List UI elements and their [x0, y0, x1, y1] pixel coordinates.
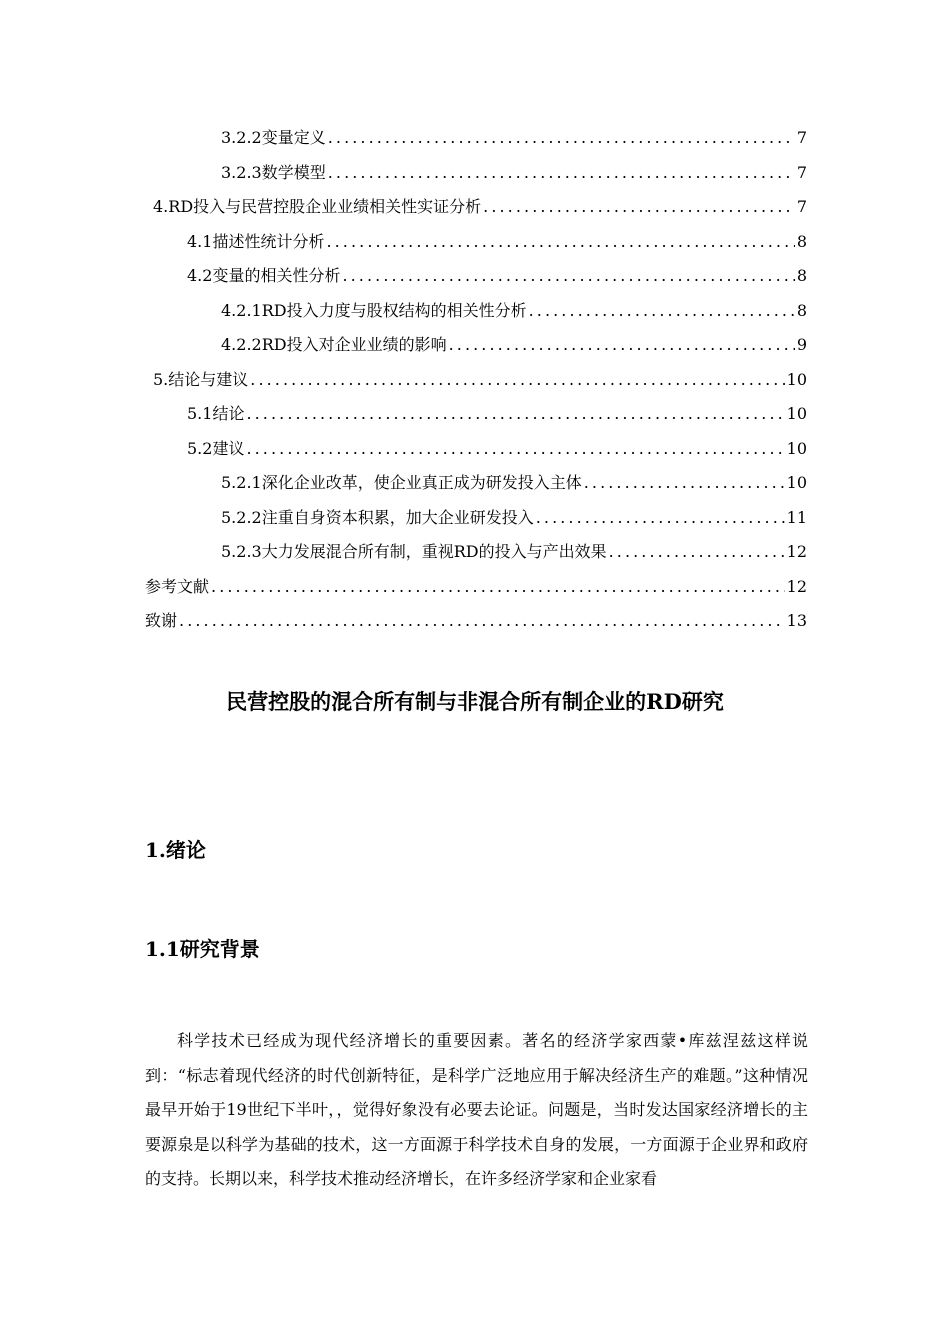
- toc-entry[interactable]: [221, 128, 807, 148]
- toc-entry-page: 12: [786, 542, 807, 561]
- toc-entry[interactable]: [221, 301, 807, 321]
- toc-entry-text: 4.2.2RD投入对企业业绩的影响: [221, 335, 447, 354]
- toc-entry-page: 10: [786, 404, 807, 423]
- toc-leader: [536, 508, 785, 528]
- toc-entry-page: 10: [786, 473, 807, 492]
- document-title: 民营控股的混合所有制与非混合所有制企业的RD研究: [226, 689, 724, 714]
- toc-entry-text: 4.1描述性统计分析: [187, 232, 325, 251]
- toc-leader: [449, 335, 795, 355]
- toc-leader: [328, 128, 795, 148]
- toc-entry-text: 4.2.1RD投入力度与股权结构的相关性分析: [221, 301, 527, 320]
- toc-entry[interactable]: [221, 473, 807, 493]
- toc-leader: [328, 163, 795, 183]
- body-paragraph-block: [145, 1024, 808, 1197]
- toc-leader: [326, 232, 794, 252]
- toc-leader: [246, 404, 784, 424]
- section-heading: 1.绪论: [145, 838, 206, 862]
- subsection-heading: 1.1研究背景: [145, 937, 260, 961]
- toc-entry-text: 3.2.2变量定义: [221, 128, 326, 147]
- body-paragraph: 科学技术已经成为现代经济增长的重要因素。著名的经济学家西蒙•库兹涅兹这样说到：“标志着现代经济的时代创新特征，是科学广泛地应用于解决经济生产的难题。”这种情况最早开始于19世纪下半叶，，觉得好象没有必要去论证。问题是，当时发达国家经济增长的主要源泉是以科学为基础的技术，这一方面源于科学技术自身的发展，一方面源于企业界和政府的支持。长期以来，科学技术推动经济增长，在许多经济学家和企业家看: [145, 1031, 808, 1188]
- toc-leader: [584, 473, 785, 493]
- toc-entry[interactable]: [221, 163, 807, 183]
- toc-entry[interactable]: [221, 335, 807, 355]
- toc-entry[interactable]: [187, 232, 807, 252]
- toc-leader: [483, 197, 795, 217]
- toc-entry-page: 10: [786, 439, 807, 458]
- toc-entry[interactable]: [221, 508, 807, 528]
- toc-leader: [211, 577, 785, 597]
- toc-entry[interactable]: [153, 370, 807, 390]
- toc-entry-page: 9: [796, 335, 807, 354]
- toc-leader: [246, 439, 784, 459]
- toc-entry-page: 12: [786, 577, 807, 596]
- toc-leader: [179, 611, 785, 631]
- toc-entry[interactable]: [145, 611, 807, 631]
- toc-entry-text: 5.结论与建议: [153, 370, 249, 389]
- toc-entry-page: 8: [796, 232, 807, 251]
- toc-entry[interactable]: [187, 266, 807, 286]
- toc-entry[interactable]: [153, 197, 807, 217]
- toc-leader: [609, 542, 785, 562]
- toc-entry[interactable]: [145, 577, 807, 597]
- toc-entry-page: 7: [796, 128, 807, 147]
- toc-entry[interactable]: [221, 542, 807, 562]
- toc-entry-page: 10: [786, 370, 807, 389]
- toc-entry-text: 3.2.3数学模型: [221, 163, 326, 182]
- toc-entry-text: 致谢: [145, 611, 178, 630]
- toc-entry-text: 5.2.1深化企业改革，使企业真正成为研发投入主体: [221, 473, 582, 492]
- toc-entry-text: 5.2.2注重自身资本积累，加大企业研发投入: [221, 508, 534, 527]
- toc-entry-text: 5.1结论: [187, 404, 245, 423]
- toc-entry-page: 11: [786, 508, 807, 527]
- toc-entry-page: 7: [796, 163, 807, 182]
- toc-entry-page: 13: [786, 611, 807, 630]
- toc-entry-text: 4.2变量的相关性分析: [187, 266, 341, 285]
- toc-entry[interactable]: [187, 439, 807, 459]
- toc-leader: [342, 266, 794, 286]
- toc-entry-text: 4.RD投入与民营控股企业业绩相关性实证分析: [153, 197, 482, 216]
- toc-entry-text: 参考文献: [145, 577, 210, 596]
- toc-entry-page: 7: [796, 197, 807, 216]
- toc-entry-text: 5.2.3大力发展混合所有制，重视RD的投入与产出效果: [221, 542, 607, 561]
- toc-entry-text: 5.2建议: [187, 439, 245, 458]
- toc-entry-page: 8: [796, 266, 807, 285]
- toc-leader: [250, 370, 784, 390]
- toc-leader: [529, 301, 795, 321]
- toc-entry-page: 8: [796, 301, 807, 320]
- toc-entry[interactable]: [187, 404, 807, 424]
